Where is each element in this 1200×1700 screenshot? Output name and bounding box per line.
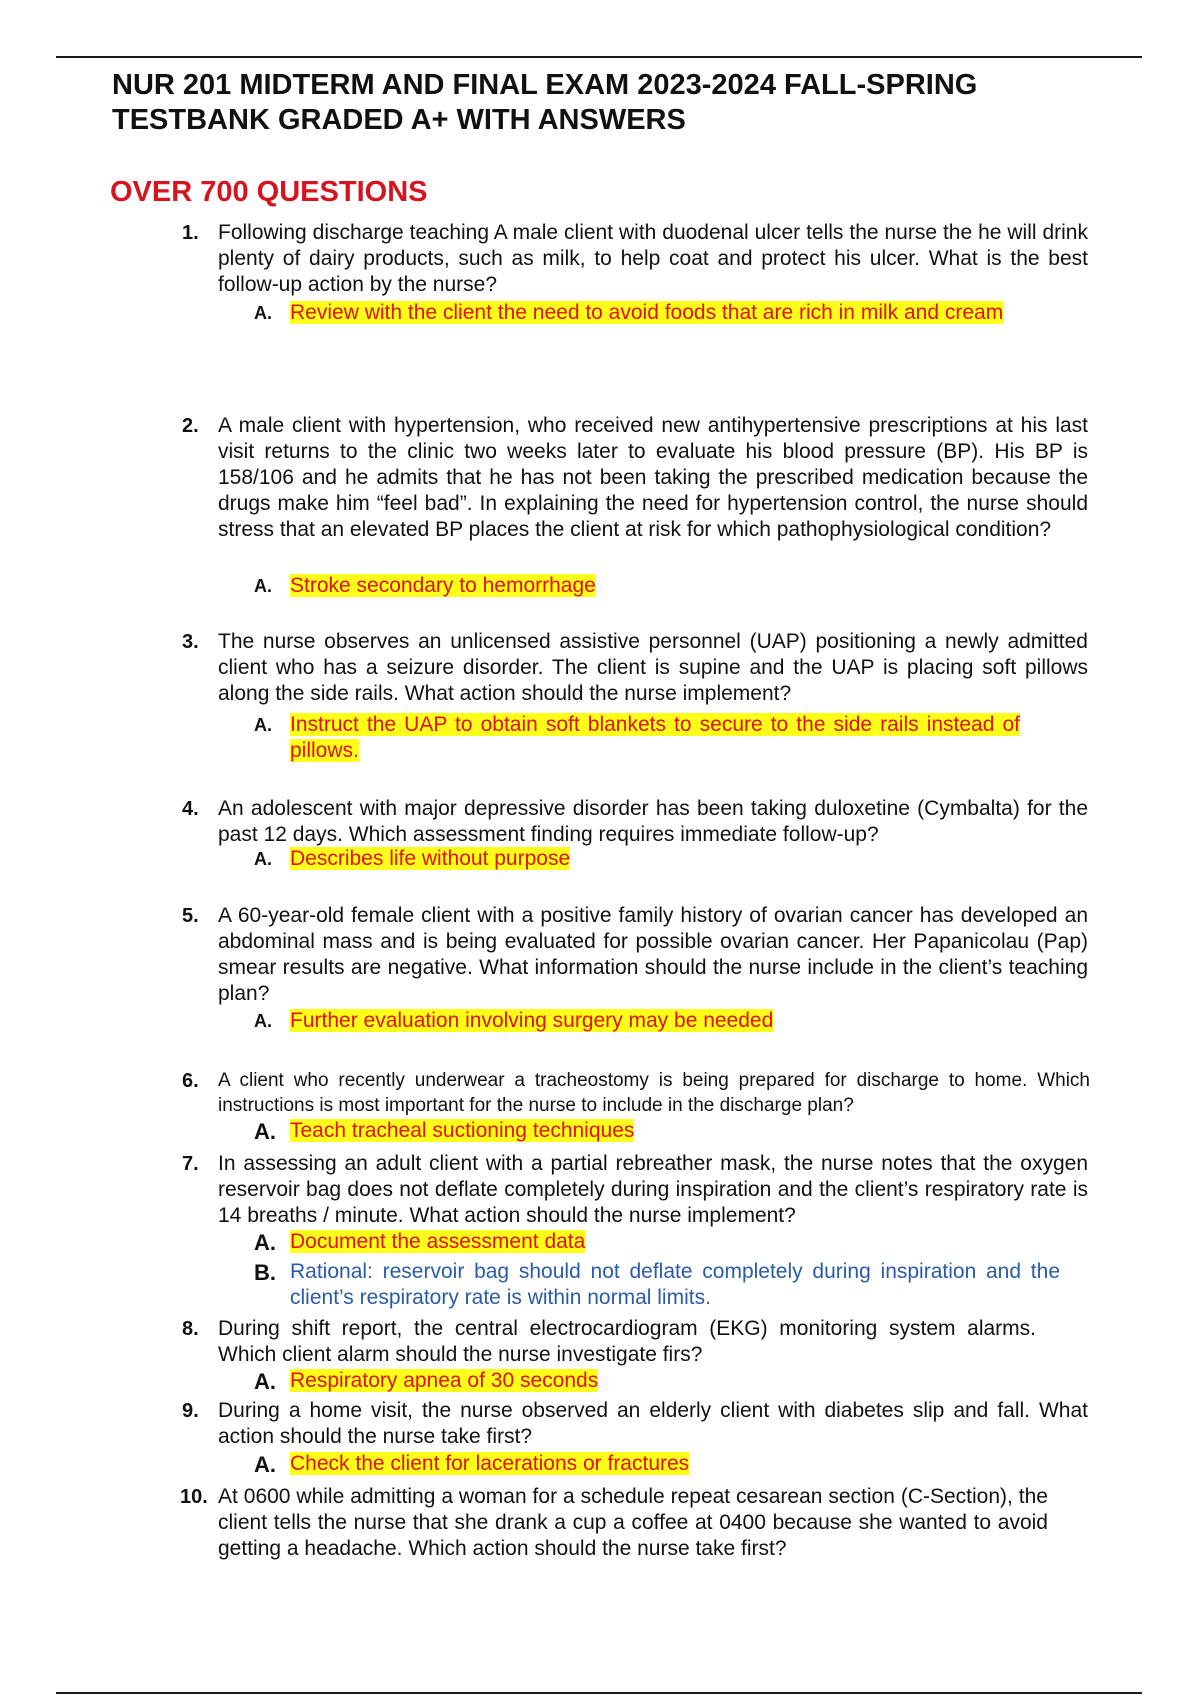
answer-label: B. <box>254 1260 276 1285</box>
question-number: 9. <box>182 1400 199 1422</box>
answer-text: Respiratory apnea of 30 seconds <box>290 1369 599 1392</box>
question-number: 7. <box>182 1153 199 1175</box>
question-text: During a home visit, the nurse observed an elderly client with diabetes slip and fall. What action should the nurse take first? <box>218 1399 1088 1448</box>
answer-label: A. <box>254 1230 276 1255</box>
answer-label: A. <box>254 849 272 869</box>
question-number: 4. <box>182 798 199 820</box>
answer-label: A. <box>254 1369 276 1394</box>
question-text: At 0600 while admitting a woman for a schedule repeat cesarean section (C-Section), the client tells the nurse that she drank a cup a coffee at 0400 because she wanted to avoid getting a headache. Which action should the nurse take first? <box>218 1485 1048 1560</box>
title-line-2: TESTBANK GRADED A+ WITH ANSWERS <box>112 104 686 136</box>
title-line-1: NUR 201 MIDTERM AND FINAL EXAM 2023-2024 FALL-SPRING <box>112 69 978 101</box>
question-number: 5. <box>182 905 199 927</box>
question-text: An adolescent with major depressive disorder has been taking duloxetine (Cymbalta) for the past 12 days. Which assessment finding requires immediate follow-up? <box>218 797 1088 846</box>
answer-text: Rational: reservoir bag should not deflate completely during inspiration and the client’s respiratory rate is within normal limits. <box>290 1260 1060 1309</box>
question-text: A 60-year-old female client with a positive family history of ovarian cancer has developed an abdominal mass and is being evaluated for possible ovarian cancer. Her Papanicolau (Pap) smear results are negative. What information should the nurse include in the client’s teaching plan? <box>218 904 1088 1005</box>
answer-text: Teach tracheal suctioning techniques <box>290 1119 635 1142</box>
section-heading: OVER 700 QUESTIONS <box>110 176 428 208</box>
answer-text: Document the assessment data <box>290 1230 586 1253</box>
question-number: 2. <box>182 415 199 437</box>
question-number: 3. <box>182 631 199 653</box>
answer-label: A. <box>254 1452 276 1477</box>
answer-text: Review with the client the need to avoid foods that are rich in milk and cream <box>290 301 1004 324</box>
answer-label: A. <box>254 715 272 735</box>
question-text: In assessing an adult client with a partial rebreather mask, the nurse notes that the oxygen reservoir bag does not deflate completely during inspiration and the client’s respiratory rate is 14 breaths / minute. What action should the nurse implement? <box>218 1152 1088 1227</box>
question-text: Following discharge teaching A male client with duodenal ulcer tells the nurse the he will drink plenty of dairy products, such as milk, to help coat and protect his ulcer. What is the best follow-up action by the nurse? <box>218 221 1088 296</box>
answer-text: Instruct the UAP to obtain soft blankets to secure to the side rails instead of pillows. <box>290 713 1020 762</box>
question-number: 1. <box>182 222 199 244</box>
question-text: The nurse observes an unlicensed assistive personnel (UAP) positioning a newly admitted client who has a seizure disorder. The client is supine and the UAP is placing soft pillows along the side rails. What action should the nurse implement? <box>218 630 1088 705</box>
answer-label: A. <box>254 576 272 596</box>
answer-text: Stroke secondary to hemorrhage <box>290 574 596 597</box>
bottom-rule <box>56 1692 1142 1694</box>
answer-text: Check the client for lacerations or fractures <box>290 1452 690 1475</box>
answer-label: A. <box>254 303 272 323</box>
question-number: 10. <box>180 1486 208 1508</box>
answer-text: Describes life without purpose <box>290 847 571 870</box>
question-number: 6. <box>182 1070 199 1092</box>
question-text: During shift report, the central electrocardiogram (EKG) monitoring system alarms. Which client alarm should the nurse investigate firs? <box>218 1317 1036 1366</box>
question-number: 8. <box>182 1318 199 1340</box>
question-text: A male client with hypertension, who received new antihypertensive prescriptions at his last visit returns to the clinic two weeks later to evaluate his blood pressure (BP). His BP is 158/106 and he admits that he has not been taking the prescribed medication because the drugs make him “feel bad”. In explaining the need for hypertension control, the nurse should stress that an elevated BP places the client at risk for which pathophysiological condition? <box>218 414 1088 541</box>
top-rule <box>56 56 1142 58</box>
answer-text: Further evaluation involving surgery may be needed <box>290 1009 774 1032</box>
answer-label: A. <box>254 1011 272 1031</box>
answer-label: A. <box>254 1119 276 1144</box>
question-text: A client who recently underwear a tracheostomy is being prepared for discharge to home. Which instructions is most important for the nurse to include in the discharge plan? <box>218 1070 1090 1116</box>
document-title <box>112 68 1122 138</box>
